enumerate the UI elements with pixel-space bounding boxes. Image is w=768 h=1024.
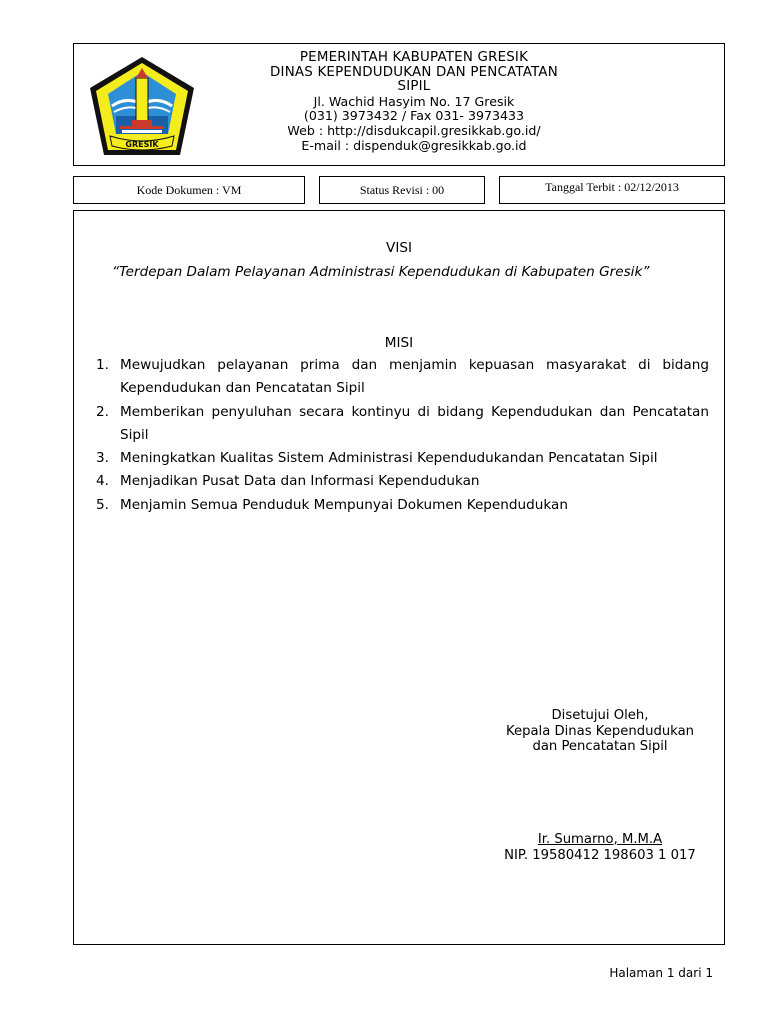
header-phone: (031) 3973432 / Fax 031- 3973433 — [303, 108, 525, 124]
logo-text: GRESIK — [125, 140, 159, 149]
misi-item-text: Meningkatkan Kualitas Sistem Administrasi Kependudukandan Pencatatan Sipil — [120, 450, 658, 467]
misi-item-text: Mewujudkan pelayanan prima dan menjamin kepuasan masyarakat di bidang Kependudukan dan Pencatatan Sipil — [120, 357, 709, 397]
misi-item-number: 4. — [96, 473, 109, 490]
signatory-nip: NIP. 19580412 198603 1 017 — [504, 848, 696, 863]
document-code: Kode Dokumen : VM — [136, 183, 242, 197]
revision-status: Status Revisi : 00 — [359, 183, 445, 197]
approver-position: Kepala Dinas Kependudukan — [505, 723, 695, 739]
visi-title: VISI — [386, 240, 412, 256]
misi-item-text: Menjadikan Pusat Data dan Informasi Kependudukan — [120, 473, 480, 490]
approver-position-cont: dan Pencatatan Sipil — [532, 739, 668, 754]
approved-by: Disetujui Oleh, — [551, 708, 649, 723]
misi-item-number: 5. — [96, 496, 109, 513]
misi-item — [96, 494, 709, 517]
issue-date-box — [499, 176, 725, 204]
signatory-name: Ir. Sumarno, M.M.A — [537, 832, 663, 847]
misi-item-number: 1. — [96, 357, 109, 373]
header-agency-cont: SIPIL — [397, 79, 431, 95]
misi-item — [96, 401, 709, 448]
revision-status-box — [319, 176, 485, 204]
misi-item — [96, 447, 709, 470]
header-web: Web : http://disdukcapil.gresikkab.go.id/ — [287, 122, 541, 138]
misi-title: MISI — [384, 335, 414, 351]
document-code-box — [73, 176, 305, 204]
signatory-block — [484, 832, 716, 864]
misi-item-text: Menjamin Semua Penduduk Mempunyai Dokumen Kependudukan — [120, 496, 568, 513]
misi-item-text: Memberikan penyuluhan secara kontinyu di bidang Kependudukan dan Pencatatan Sipil — [120, 403, 709, 443]
header-address: Jl. Wachid Hasyim No. 17 Gresik — [313, 93, 515, 109]
misi-item — [96, 470, 709, 493]
approval-block — [484, 708, 716, 755]
misi-item-number: 2. — [96, 403, 109, 420]
visi-text: “Terdepan Dalam Pelayanan Administrasi Kependudukan di Kabupaten Gresik” — [112, 264, 650, 280]
header-email: E-mail : dispenduk@gresikkab.go.id — [301, 137, 527, 153]
header-agency: DINAS KEPENDUDUKAN DAN PENCATATAN — [270, 64, 558, 80]
letterhead — [73, 43, 725, 166]
misi-item-number: 3. — [96, 450, 109, 467]
header-government: PEMERINTAH KABUPATEN GRESIK — [299, 50, 529, 65]
issue-date: Tanggal Terbit : 02/12/2013 — [545, 180, 679, 194]
page-number: Halaman 1 dari 1 — [609, 966, 713, 980]
misi-item — [96, 354, 709, 401]
letterhead-text — [214, 51, 614, 153]
content-box — [73, 210, 725, 945]
misi-list — [96, 354, 709, 517]
gresik-regency-logo — [86, 54, 198, 158]
